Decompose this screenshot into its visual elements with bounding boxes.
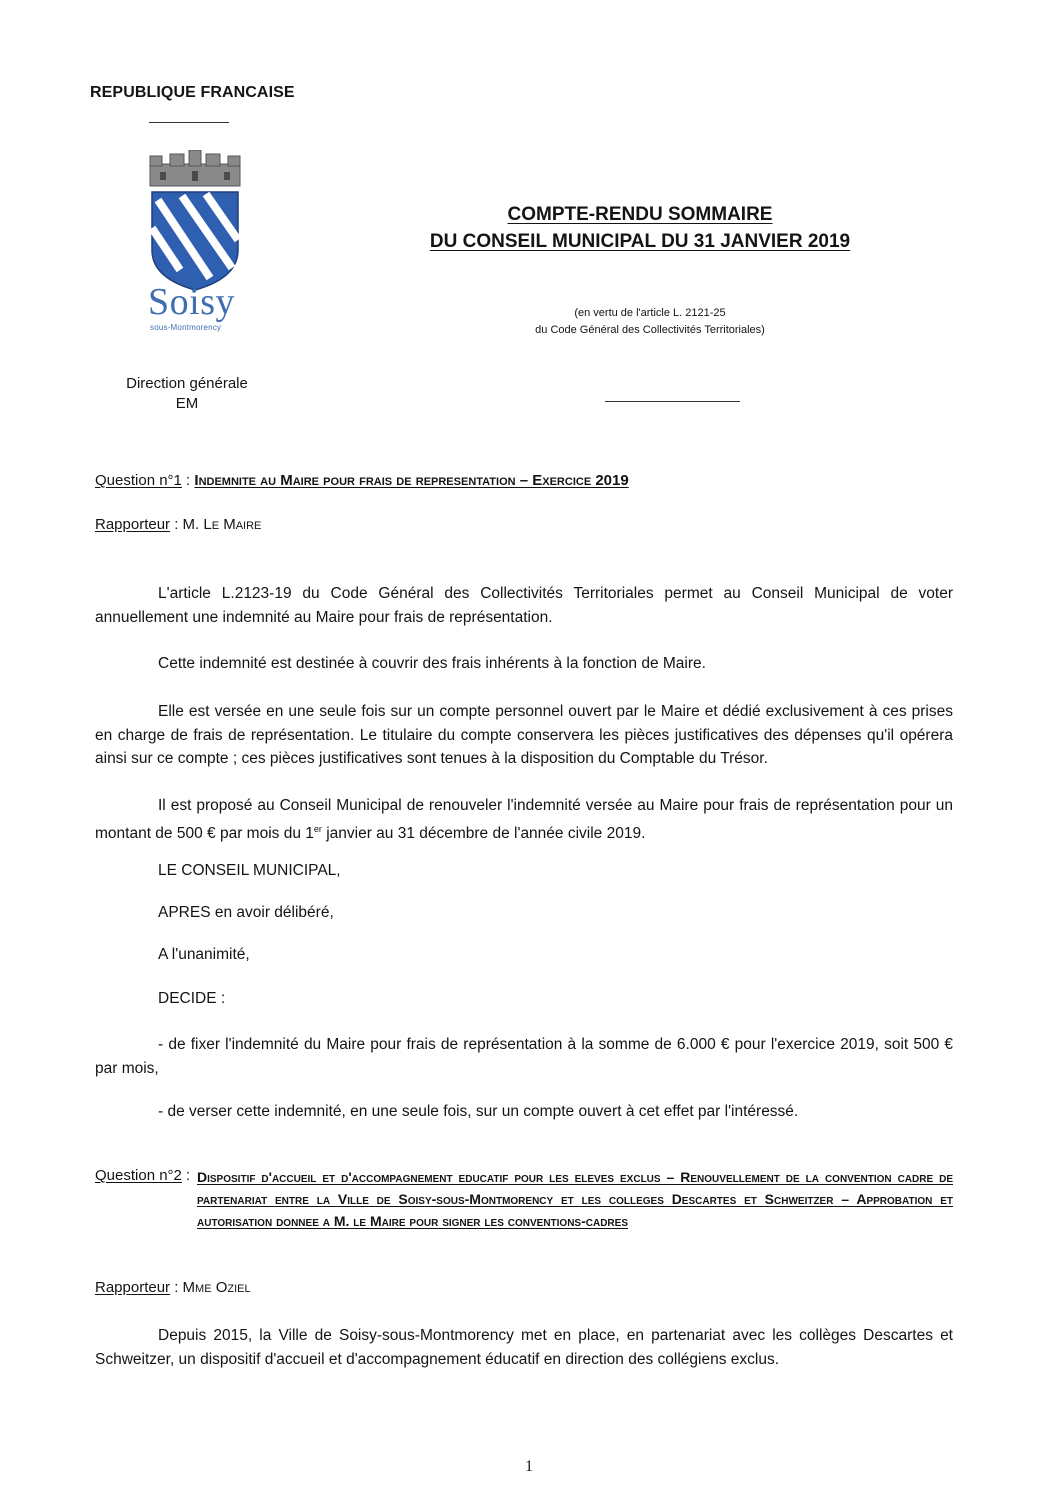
logo-wordmark: Soisy — [148, 281, 235, 323]
paragraph: Depuis 2015, la Ville de Soisy-sous-Montmorency met en place, en partenariat avec les collèges Descartes et Schweitzer, un dispositif d'accueil et d'accompagnement éducatif en direction des collégiens exclus. — [95, 1327, 953, 1368]
question-1-rapporteur — [95, 516, 261, 533]
question-2-separator: : — [181, 1167, 191, 1184]
divider — [149, 122, 229, 123]
logo-subtitle: sous-Montmorency — [150, 323, 222, 332]
decision-item: - de verser cette indemnité, en une seule fois, sur un compte ouvert à cet effet par l'intéressé. — [158, 1103, 799, 1120]
legal-reference-line2: du Code Général des Collectivités Territoriales) — [535, 324, 765, 336]
question-1-title: Indemnite au Maire pour frais de representation – Exercice 2019 — [194, 472, 629, 489]
question-2-rapporteur — [95, 1279, 251, 1296]
rapporteur-label: Rapporteur — [95, 516, 171, 533]
question-1-heading — [95, 471, 629, 491]
deliberation-line: APRES en avoir délibéré, — [158, 904, 334, 921]
legal-reference — [430, 305, 870, 339]
rapporteur-name: : Mme Oziel — [170, 1279, 251, 1296]
direction-initials: EM — [175, 395, 199, 412]
document-title-line1: COMPTE-RENDU SOMMAIRE — [507, 204, 773, 225]
rapporteur-name: : M. Le Maire — [170, 516, 262, 533]
direction-block — [112, 374, 262, 414]
republic-heading: REPUBLIQUE FRANCAISE — [90, 84, 295, 101]
vote-line: A l'unanimité, — [158, 946, 250, 963]
page-number: 1 — [525, 1458, 533, 1475]
question-2-label: Question n°2 — [95, 1167, 182, 1184]
council-heading: LE CONSEIL MUNICIPAL, — [158, 862, 341, 879]
question-2-title: Dispositif d'accueil et d'accompagnement educatif pour les eleves exclus – Renouvellement de la convention cadre de partenariat entre la Ville de Soisy-sous-Montmorency et les colleges Descartes et Schweitzer – Approbation et autorisation donnee a M. le Maire pour signer les conventions-cadres — [197, 1169, 953, 1229]
paragraph: Cette indemnité est destinée à couvrir des frais inhérents à la fonction de Maire. — [158, 655, 706, 672]
decide-line: DECIDE : — [158, 990, 226, 1007]
question-1-label: Question n°1 — [95, 472, 182, 489]
paragraph: Elle est versée en une seule fois sur un compte personnel ouvert par le Maire et dédié exclusivement à ces prises en charge de frais de représentation. Le titulaire du compte conservera les pièces justificatives des dépenses qu'il opérera ainsi sur ce compte ; ces pièces justificatives sont tenues à la disposition du Comptable du Trésor. — [95, 703, 953, 767]
legal-reference-line1: (en vertu de l'article L. 2121-25 — [574, 307, 726, 319]
paragraph: Il est proposé au Conseil Municipal de renouveler l'indemnité versée au Maire pour frais de représentation pour un montant de 500 € par mois du 1er janvier au 31 décembre de l'année civile 2019. — [95, 797, 953, 842]
paragraph: L'article L.2123-19 du Code Général des Collectivités Territoriales permet au Conseil Municipal de voter annuellement une indemnité au Maire pour frais de représentation. — [95, 585, 953, 626]
rapporteur-label: Rapporteur — [95, 1279, 171, 1296]
decision-item: - de fixer l'indemnité du Maire pour frais de représentation à la somme de 6.000 € pour l'exercice 2019, soit 500 € par mois, — [95, 1036, 953, 1077]
direction-name: Direction générale — [126, 375, 248, 392]
question-2-label-group — [95, 1166, 190, 1186]
divider — [605, 401, 740, 402]
document-title-line2: DU CONSEIL MUNICIPAL DU 31 JANVIER 2019 — [429, 231, 851, 252]
question-1-separator: : — [181, 472, 195, 489]
